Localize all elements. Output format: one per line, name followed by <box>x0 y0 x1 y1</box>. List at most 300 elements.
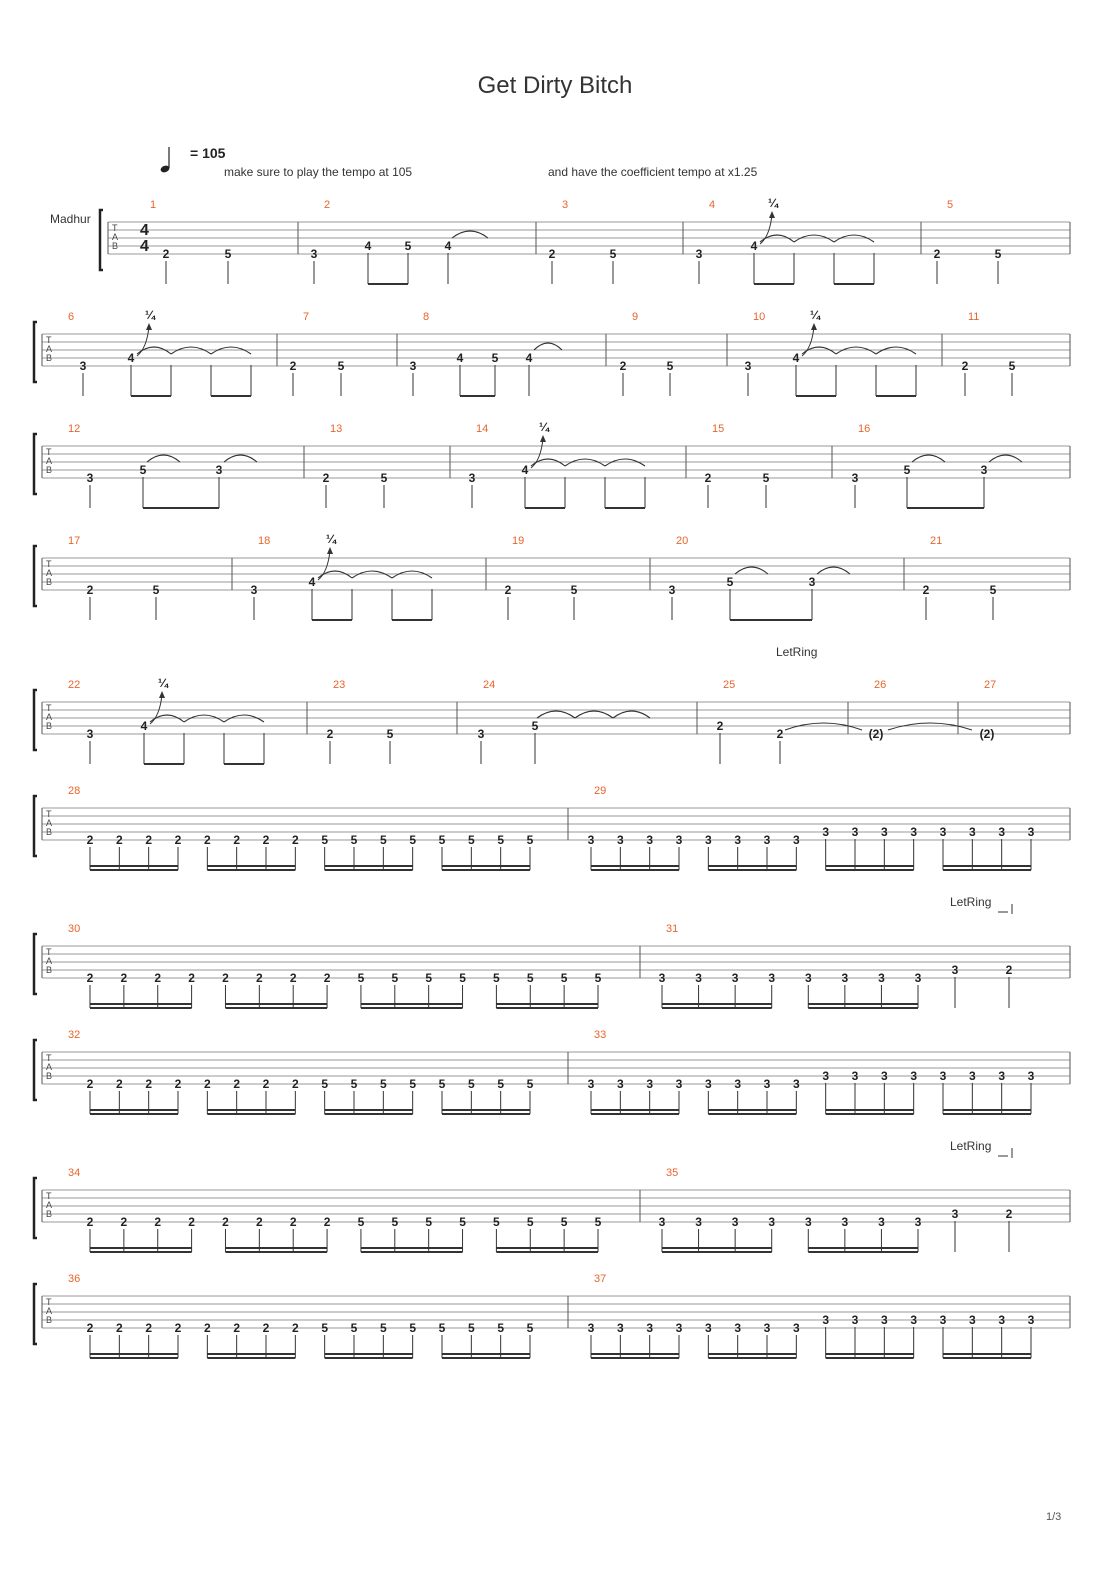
tab-clef-letter: A <box>46 1200 53 1210</box>
tie-arc <box>452 231 488 238</box>
system-bracket <box>100 210 103 270</box>
tab-clef-letter: A <box>46 456 53 466</box>
tab-system <box>100 210 1070 270</box>
tab-system <box>34 322 1070 382</box>
fret-number: 3 <box>968 1069 976 1083</box>
fret-number: (2) <box>868 727 884 741</box>
measure-number: 16 <box>858 423 871 435</box>
fret-number: 2 <box>222 971 229 985</box>
fret-number: 3 <box>734 1077 742 1091</box>
fret-number: 3 <box>939 825 947 839</box>
fret-number: 2 <box>86 1321 94 1335</box>
tie-arc <box>147 455 180 462</box>
system-bracket <box>34 546 37 606</box>
fret-number: 5 <box>409 833 417 847</box>
fret-number: 5 <box>404 239 412 253</box>
fret-number: 3 <box>792 1321 800 1335</box>
measure-number: 5 <box>947 199 954 211</box>
fret-number: 3 <box>998 1069 1006 1083</box>
measure-number: 23 <box>333 679 346 691</box>
time-signature-numerator: 4 <box>140 222 149 239</box>
fret-number: 3 <box>1027 1069 1035 1083</box>
tab-clef-letter: T <box>46 1297 52 1307</box>
measure-number: 34 <box>68 1167 81 1179</box>
fret-number: 5 <box>570 583 578 597</box>
tie-arc <box>224 455 257 462</box>
tab-clef-letter: B <box>46 353 53 363</box>
system-bracket <box>34 934 37 994</box>
fret-number: 3 <box>695 247 703 261</box>
fret-number: 5 <box>497 833 505 847</box>
fret-number: 5 <box>459 971 466 985</box>
tab-clef-letter: B <box>46 1209 53 1219</box>
let-ring-marker: LetRing <box>950 1139 992 1153</box>
fret-number: 2 <box>145 833 153 847</box>
fret-number: 2 <box>174 1321 182 1335</box>
fret-number: 2 <box>86 1215 94 1229</box>
tab-clef-letter: T <box>46 447 52 457</box>
fret-number: 5 <box>467 1321 475 1335</box>
measure-number: 4 <box>709 199 716 211</box>
tab-clef-letter: B <box>112 241 119 251</box>
tab-clef-letter: T <box>46 559 52 569</box>
fret-number: 3 <box>704 1077 712 1091</box>
fret-number: 2 <box>154 971 162 985</box>
fret-number: 3 <box>646 1077 654 1091</box>
fret-number: 3 <box>675 833 683 847</box>
fret-number: 2 <box>188 1215 195 1229</box>
fret-number: 2 <box>326 727 334 741</box>
fret-number: 5 <box>425 971 433 985</box>
fret-number: 2 <box>262 833 270 847</box>
measure-number: 10 <box>753 311 766 323</box>
fret-number: 5 <box>1008 359 1016 373</box>
measure-number: 18 <box>258 535 271 547</box>
fret-number: 3 <box>980 463 988 477</box>
fret-number: 3 <box>658 971 666 985</box>
system-bracket <box>34 690 37 750</box>
measure-number: 19 <box>512 535 525 547</box>
fret-number: 5 <box>224 247 232 261</box>
fret-number: 3 <box>951 963 959 977</box>
measure-number: 3 <box>562 199 569 211</box>
system-bracket <box>34 796 37 856</box>
bend-arrow <box>318 550 330 580</box>
fret-number: 3 <box>587 1077 595 1091</box>
fret-number: 5 <box>497 1077 505 1091</box>
bend-amount: ¼ <box>538 420 550 434</box>
fret-number: 3 <box>468 471 476 485</box>
tab-clef-letter: T <box>46 1053 52 1063</box>
fret-number: 5 <box>666 359 674 373</box>
fret-number: 2 <box>289 1215 297 1229</box>
measure-number: 33 <box>594 1029 607 1041</box>
fret-number: 2 <box>115 833 123 847</box>
let-ring-marker: LetRing <box>950 895 992 909</box>
system-bracket <box>34 322 37 382</box>
measure-number: 26 <box>874 679 887 691</box>
fret-number: 3 <box>310 247 318 261</box>
fret-number: 3 <box>668 583 676 597</box>
fret-number: 5 <box>379 833 387 847</box>
fret-number: 3 <box>763 833 771 847</box>
fret-number: 5 <box>409 1077 417 1091</box>
fret-number: 3 <box>695 1215 702 1229</box>
measure-number: 11 <box>968 311 980 323</box>
fret-number: 2 <box>154 1215 162 1229</box>
tab-clef-letter: B <box>46 721 53 731</box>
fret-number: 3 <box>880 1069 888 1083</box>
measure-number: 13 <box>330 423 343 435</box>
fret-number: 4 <box>792 351 800 365</box>
fret-number: 2 <box>619 359 627 373</box>
system-bracket <box>34 1040 37 1100</box>
fret-number: 3 <box>968 825 976 839</box>
tab-clef-letter: B <box>46 827 53 837</box>
fret-number: 3 <box>951 1207 959 1221</box>
fret-number: 5 <box>762 471 770 485</box>
fret-number: 3 <box>914 1215 922 1229</box>
fret-number: 2 <box>115 1077 123 1091</box>
tie-arc <box>613 711 650 718</box>
fret-number: 2 <box>145 1077 153 1091</box>
tie-arc <box>817 567 850 574</box>
fret-number: 2 <box>704 471 712 485</box>
bend-amount: ¼ <box>157 676 169 690</box>
fret-number: 2 <box>145 1321 153 1335</box>
measure-number: 12 <box>68 423 81 435</box>
bend-arrow <box>531 438 543 468</box>
fret-number: 2 <box>222 1215 229 1229</box>
fret-number: 2 <box>291 833 299 847</box>
fret-number: 3 <box>616 833 624 847</box>
fret-number: 3 <box>477 727 485 741</box>
fret-number: 5 <box>438 1077 446 1091</box>
measure-number: 30 <box>68 923 81 935</box>
fret-number: 4 <box>456 351 464 365</box>
fret-number: 3 <box>616 1321 624 1335</box>
let-ring-marker: LetRing <box>776 645 818 659</box>
tab-clef-letter: A <box>46 956 53 966</box>
instruction-text-2: and have the coefficient tempo at x1.25 <box>548 165 758 179</box>
fret-number: 2 <box>120 971 128 985</box>
fret-number: 5 <box>425 1215 433 1229</box>
fret-number: 2 <box>203 833 211 847</box>
fret-number: 2 <box>262 1321 270 1335</box>
tab-system <box>34 434 1070 494</box>
fret-number: 5 <box>560 1215 568 1229</box>
tie-arc <box>575 711 613 718</box>
tab-clef-letter: B <box>46 577 53 587</box>
fret-number: 3 <box>86 471 94 485</box>
fret-number: 3 <box>804 971 812 985</box>
fret-number: 3 <box>1027 825 1035 839</box>
fret-number: 2 <box>1005 963 1013 977</box>
measure-number: 17 <box>68 535 81 547</box>
fret-number: 5 <box>491 351 499 365</box>
fret-number: 3 <box>768 971 776 985</box>
tie-arc <box>735 567 768 574</box>
fret-number: 3 <box>841 1215 849 1229</box>
measure-number: 7 <box>303 311 310 323</box>
song-title: Get Dirty Bitch <box>477 72 633 99</box>
fret-number: 2 <box>289 359 297 373</box>
fret-number: 3 <box>763 1077 771 1091</box>
measure-number: 36 <box>68 1273 81 1285</box>
fret-number: 5 <box>357 1215 365 1229</box>
measure-number: 35 <box>666 1167 679 1179</box>
fret-number: 5 <box>391 1215 399 1229</box>
measure-number: 37 <box>594 1273 607 1285</box>
measure-number: 9 <box>632 311 639 323</box>
fret-number: 2 <box>233 1321 241 1335</box>
fret-number: 5 <box>526 1077 534 1091</box>
bend-arrow <box>760 214 772 244</box>
bend-amount: ¼ <box>325 532 337 546</box>
fret-number: 3 <box>731 1215 739 1229</box>
fret-number: 5 <box>337 359 345 373</box>
fret-number: 3 <box>792 1077 800 1091</box>
fret-number: 4 <box>308 575 316 589</box>
tab-clef-letter: T <box>46 335 52 345</box>
fret-number: 3 <box>704 1321 712 1335</box>
fret-number: 3 <box>998 825 1006 839</box>
tab-clef-letter: A <box>46 344 53 354</box>
fret-number: 5 <box>139 463 147 477</box>
fret-number: 5 <box>350 1077 358 1091</box>
fret-number: 2 <box>291 1077 299 1091</box>
fret-number: 5 <box>379 1321 387 1335</box>
measure-number: 22 <box>68 679 81 691</box>
fret-number: 3 <box>939 1313 947 1327</box>
fret-number: 3 <box>878 1215 885 1229</box>
fret-number: 3 <box>768 1215 776 1229</box>
measure-number: 6 <box>68 311 75 323</box>
fret-number: 3 <box>851 825 859 839</box>
fret-number: 2 <box>922 583 930 597</box>
fret-number: 3 <box>744 359 752 373</box>
fret-number: 5 <box>386 727 394 741</box>
fret-number: 5 <box>526 833 534 847</box>
fret-number: 2 <box>203 1077 211 1091</box>
tab-system <box>34 1178 1070 1238</box>
fret-number: 3 <box>616 1077 624 1091</box>
bend-amount: ¼ <box>767 196 779 210</box>
fret-number: 3 <box>646 833 654 847</box>
fret-number: 5 <box>409 1321 417 1335</box>
fret-number: 2 <box>115 1321 123 1335</box>
fret-number: 5 <box>459 1215 466 1229</box>
fret-number: 2 <box>289 971 297 985</box>
fret-number: 4 <box>525 351 533 365</box>
fret-number: 2 <box>255 971 263 985</box>
fret-number: 5 <box>321 1321 329 1335</box>
tab-clef-letter: B <box>46 965 53 975</box>
fret-number: 3 <box>409 359 417 373</box>
fret-number: 3 <box>910 1069 918 1083</box>
tie-arc <box>537 711 575 718</box>
fret-number: 3 <box>792 833 800 847</box>
fret-number: 2 <box>776 727 784 741</box>
fret-number: 2 <box>86 1077 94 1091</box>
fret-number: 2 <box>323 971 331 985</box>
bend-arrow <box>150 694 162 724</box>
fret-number: 5 <box>560 971 568 985</box>
fret-number: 3 <box>822 825 830 839</box>
fret-number: 3 <box>646 1321 654 1335</box>
bend-arrowhead <box>146 323 152 330</box>
fret-number: 2 <box>322 471 330 485</box>
fret-number: 5 <box>467 1077 475 1091</box>
tab-system <box>34 690 1070 750</box>
fret-number: 5 <box>989 583 997 597</box>
fret-number: 3 <box>734 833 742 847</box>
fret-number: 5 <box>391 971 399 985</box>
fret-number: 5 <box>903 463 911 477</box>
tie-arc <box>989 455 1022 462</box>
bend-amount: ¼ <box>809 308 821 322</box>
fret-number: 5 <box>379 1077 387 1091</box>
fret-number: 5 <box>357 971 365 985</box>
fret-number: 5 <box>531 719 539 733</box>
fret-number: 5 <box>726 575 734 589</box>
fret-number: 2 <box>323 1215 331 1229</box>
fret-number: 5 <box>350 833 358 847</box>
bend-arrowhead <box>327 547 333 554</box>
fret-number: 3 <box>215 463 223 477</box>
fret-number: 2 <box>548 247 556 261</box>
fret-number: 4 <box>521 463 529 477</box>
fret-number: 3 <box>998 1313 1006 1327</box>
bend-arrow <box>137 326 149 356</box>
fret-number: 3 <box>880 825 888 839</box>
fret-number: 2 <box>1005 1207 1013 1221</box>
bend-arrowhead <box>769 211 775 218</box>
fret-number: 2 <box>255 1215 263 1229</box>
measure-number: 21 <box>930 535 943 547</box>
fret-number: 5 <box>526 1321 534 1335</box>
fret-number: 3 <box>822 1069 830 1083</box>
fret-number: 3 <box>675 1321 683 1335</box>
fret-number: 2 <box>961 359 969 373</box>
fret-number: 2 <box>86 833 94 847</box>
fret-number: 2 <box>86 971 94 985</box>
fret-number: 5 <box>609 247 617 261</box>
fret-number: 5 <box>350 1321 358 1335</box>
fret-number: 3 <box>880 1313 888 1327</box>
tab-clef-letter: B <box>46 1315 53 1325</box>
tie-arc <box>912 455 945 462</box>
bend-arrowhead <box>811 323 817 330</box>
fret-number: 5 <box>493 1215 500 1229</box>
fret-number: (2) <box>979 727 995 741</box>
fret-number: 2 <box>174 833 182 847</box>
measure-number: 29 <box>594 785 607 797</box>
fret-number: 3 <box>851 471 859 485</box>
measure-number: 8 <box>423 311 430 323</box>
fret-number: 3 <box>910 825 918 839</box>
fret-number: 5 <box>994 247 1002 261</box>
instruction-text-1: make sure to play the tempo at 105 <box>224 165 413 179</box>
fret-number: 5 <box>152 583 160 597</box>
measure-number: 20 <box>676 535 689 547</box>
measure-number: 32 <box>68 1029 81 1041</box>
fret-number: 5 <box>438 1321 446 1335</box>
fret-number: 2 <box>174 1077 182 1091</box>
fret-number: 3 <box>1027 1313 1035 1327</box>
measure-number: 1 <box>150 199 157 211</box>
tab-clef-letter: B <box>46 1071 53 1081</box>
fret-number: 2 <box>162 247 170 261</box>
fret-number: 3 <box>804 1215 812 1229</box>
fret-number: 4 <box>127 351 135 365</box>
fret-number: 3 <box>587 833 595 847</box>
fret-number: 3 <box>86 727 94 741</box>
tab-system <box>34 546 1070 606</box>
fret-number: 2 <box>188 971 195 985</box>
instrument-name: Madhur <box>50 212 91 226</box>
tab-clef-letter: T <box>46 809 52 819</box>
measure-number: 25 <box>723 679 736 691</box>
measure-number: 2 <box>324 199 331 211</box>
measure-number: 28 <box>68 785 81 797</box>
measure-number: 24 <box>483 679 496 691</box>
fret-number: 3 <box>851 1069 859 1083</box>
fret-number: 3 <box>822 1313 830 1327</box>
tab-clef-letter: A <box>46 1062 53 1072</box>
fret-number: 5 <box>526 971 534 985</box>
fret-number: 5 <box>594 971 602 985</box>
system-bracket <box>34 434 37 494</box>
fret-number: 5 <box>526 1215 534 1229</box>
fret-number: 2 <box>203 1321 211 1335</box>
measure-number: 27 <box>984 679 997 691</box>
tab-clef-letter: T <box>112 223 118 233</box>
fret-number: 2 <box>233 1077 241 1091</box>
system-bracket <box>34 1284 37 1344</box>
fret-number: 3 <box>695 971 702 985</box>
page-number: 1/3 <box>1046 1511 1062 1523</box>
bend-amount: ¼ <box>144 308 156 322</box>
fret-number: 5 <box>467 833 475 847</box>
fret-number: 3 <box>968 1313 976 1327</box>
fret-number: 4 <box>750 239 758 253</box>
fret-number: 2 <box>291 1321 299 1335</box>
fret-number: 3 <box>250 583 258 597</box>
fret-number: 3 <box>734 1321 742 1335</box>
fret-number: 5 <box>493 971 500 985</box>
fret-number: 4 <box>140 719 148 733</box>
bend-arrowhead <box>540 435 546 442</box>
time-signature-denominator: 4 <box>140 238 149 255</box>
fret-number: 5 <box>497 1321 505 1335</box>
fret-number: 3 <box>878 971 885 985</box>
fret-number: 3 <box>841 971 849 985</box>
fret-number: 4 <box>364 239 372 253</box>
fret-number: 2 <box>504 583 512 597</box>
tempo-marking: = 105 <box>190 145 226 161</box>
fret-number: 3 <box>658 1215 666 1229</box>
fret-number: 5 <box>438 833 446 847</box>
tab-clef-letter: B <box>46 465 53 475</box>
fret-number: 3 <box>763 1321 771 1335</box>
fret-number: 3 <box>587 1321 595 1335</box>
tab-clef-letter: A <box>46 568 53 578</box>
fret-number: 3 <box>808 575 816 589</box>
tie-arc <box>534 343 562 350</box>
fret-number: 2 <box>262 1077 270 1091</box>
fret-number: 2 <box>716 719 724 733</box>
